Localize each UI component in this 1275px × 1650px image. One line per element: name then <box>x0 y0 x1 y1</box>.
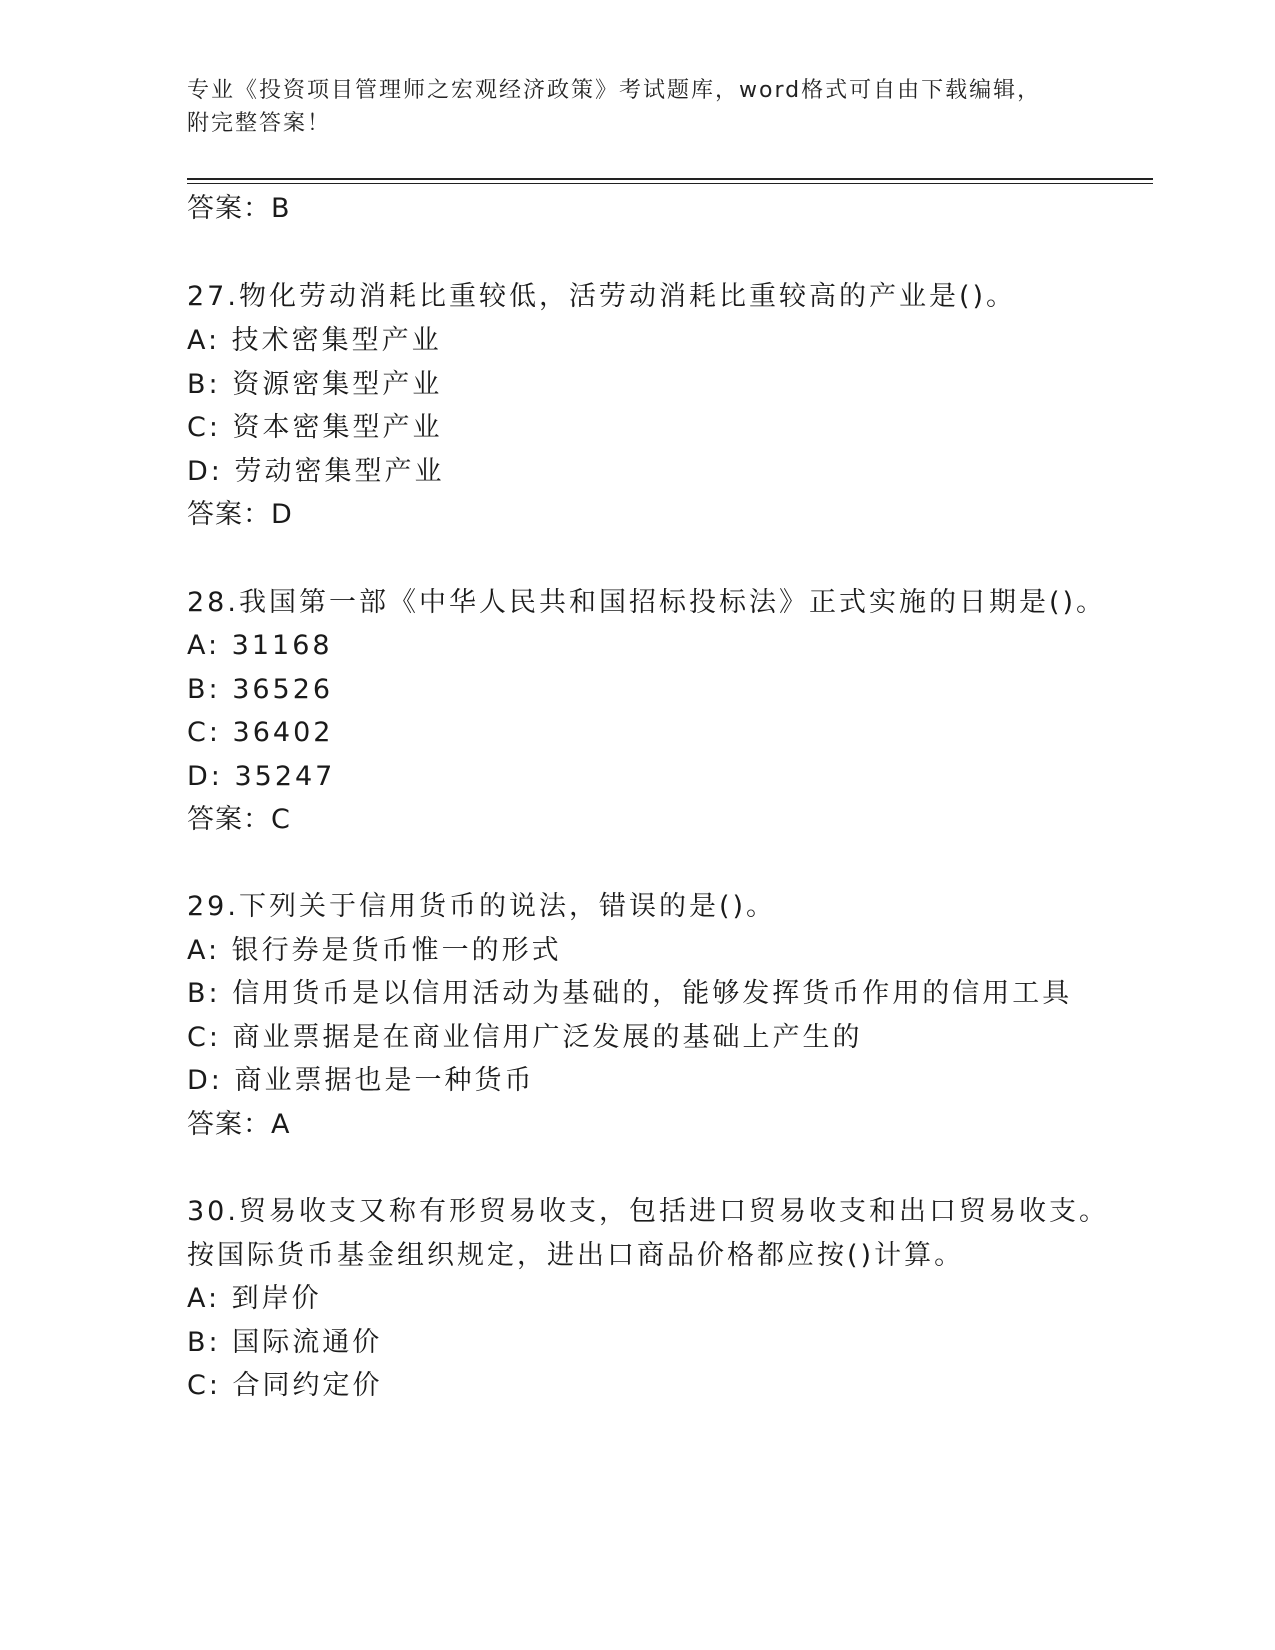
previous-answer: 答案：B <box>187 193 291 224</box>
question-28-stem: 28.我国第一部《中华人民共和国招标投标法》正式实施的日期是()。 <box>187 587 1107 618</box>
question-28-answer: 答案：C <box>187 804 291 835</box>
question-28-option-a: A: 31168 <box>187 630 333 661</box>
question-30-option-a: A: 到岸价 <box>187 1283 322 1314</box>
question-29-answer: 答案：A <box>187 1109 291 1140</box>
question-28-option-d: D: 35247 <box>187 761 336 792</box>
question-27-option-d: D: 劳动密集型产业 <box>187 456 445 487</box>
question-29-option-a: A: 银行券是货币惟一的形式 <box>187 935 562 966</box>
question-30-stem-line-2: 按国际货币基金组织规定，进出口商品价格都应按()计算。 <box>187 1240 965 1271</box>
question-29-option-b: B: 信用货币是以信用活动为基础的，能够发挥货币作用的信用工具 <box>187 978 1073 1009</box>
question-27-answer: 答案：D <box>187 499 293 530</box>
question-27-option-c: C: 资本密集型产业 <box>187 412 443 443</box>
question-30-stem-line-1: 30.贸易收支又称有形贸易收支，包括进口贸易收支和出口贸易收支。 <box>187 1196 1109 1227</box>
header-divider-top <box>187 178 1153 180</box>
header-line-2: 附完整答案！ <box>187 111 332 136</box>
question-28-option-b: B: 36526 <box>187 674 334 705</box>
question-29-stem: 29.下列关于信用货币的说法，错误的是()。 <box>187 891 777 922</box>
question-29-option-c: C: 商业票据是在商业信用广泛发展的基础上产生的 <box>187 1022 863 1053</box>
question-29-option-d: D: 商业票据也是一种货币 <box>187 1065 535 1096</box>
question-27-stem: 27.物化劳动消耗比重较低，活劳动消耗比重较高的产业是()。 <box>187 281 1017 312</box>
question-28-option-c: C: 36402 <box>187 717 334 748</box>
header-line-1: 专业《投资项目管理师之宏观经济政策》考试题库，word格式可自由下载编辑， <box>187 78 1042 103</box>
question-27-option-a: A: 技术密集型产业 <box>187 325 442 356</box>
document-header <box>187 74 1087 140</box>
header-divider-bottom <box>187 183 1153 184</box>
question-27-option-b: B: 资源密集型产业 <box>187 369 443 400</box>
question-30-option-b: B: 国际流通价 <box>187 1327 383 1358</box>
question-30-option-c: C: 合同约定价 <box>187 1370 383 1401</box>
